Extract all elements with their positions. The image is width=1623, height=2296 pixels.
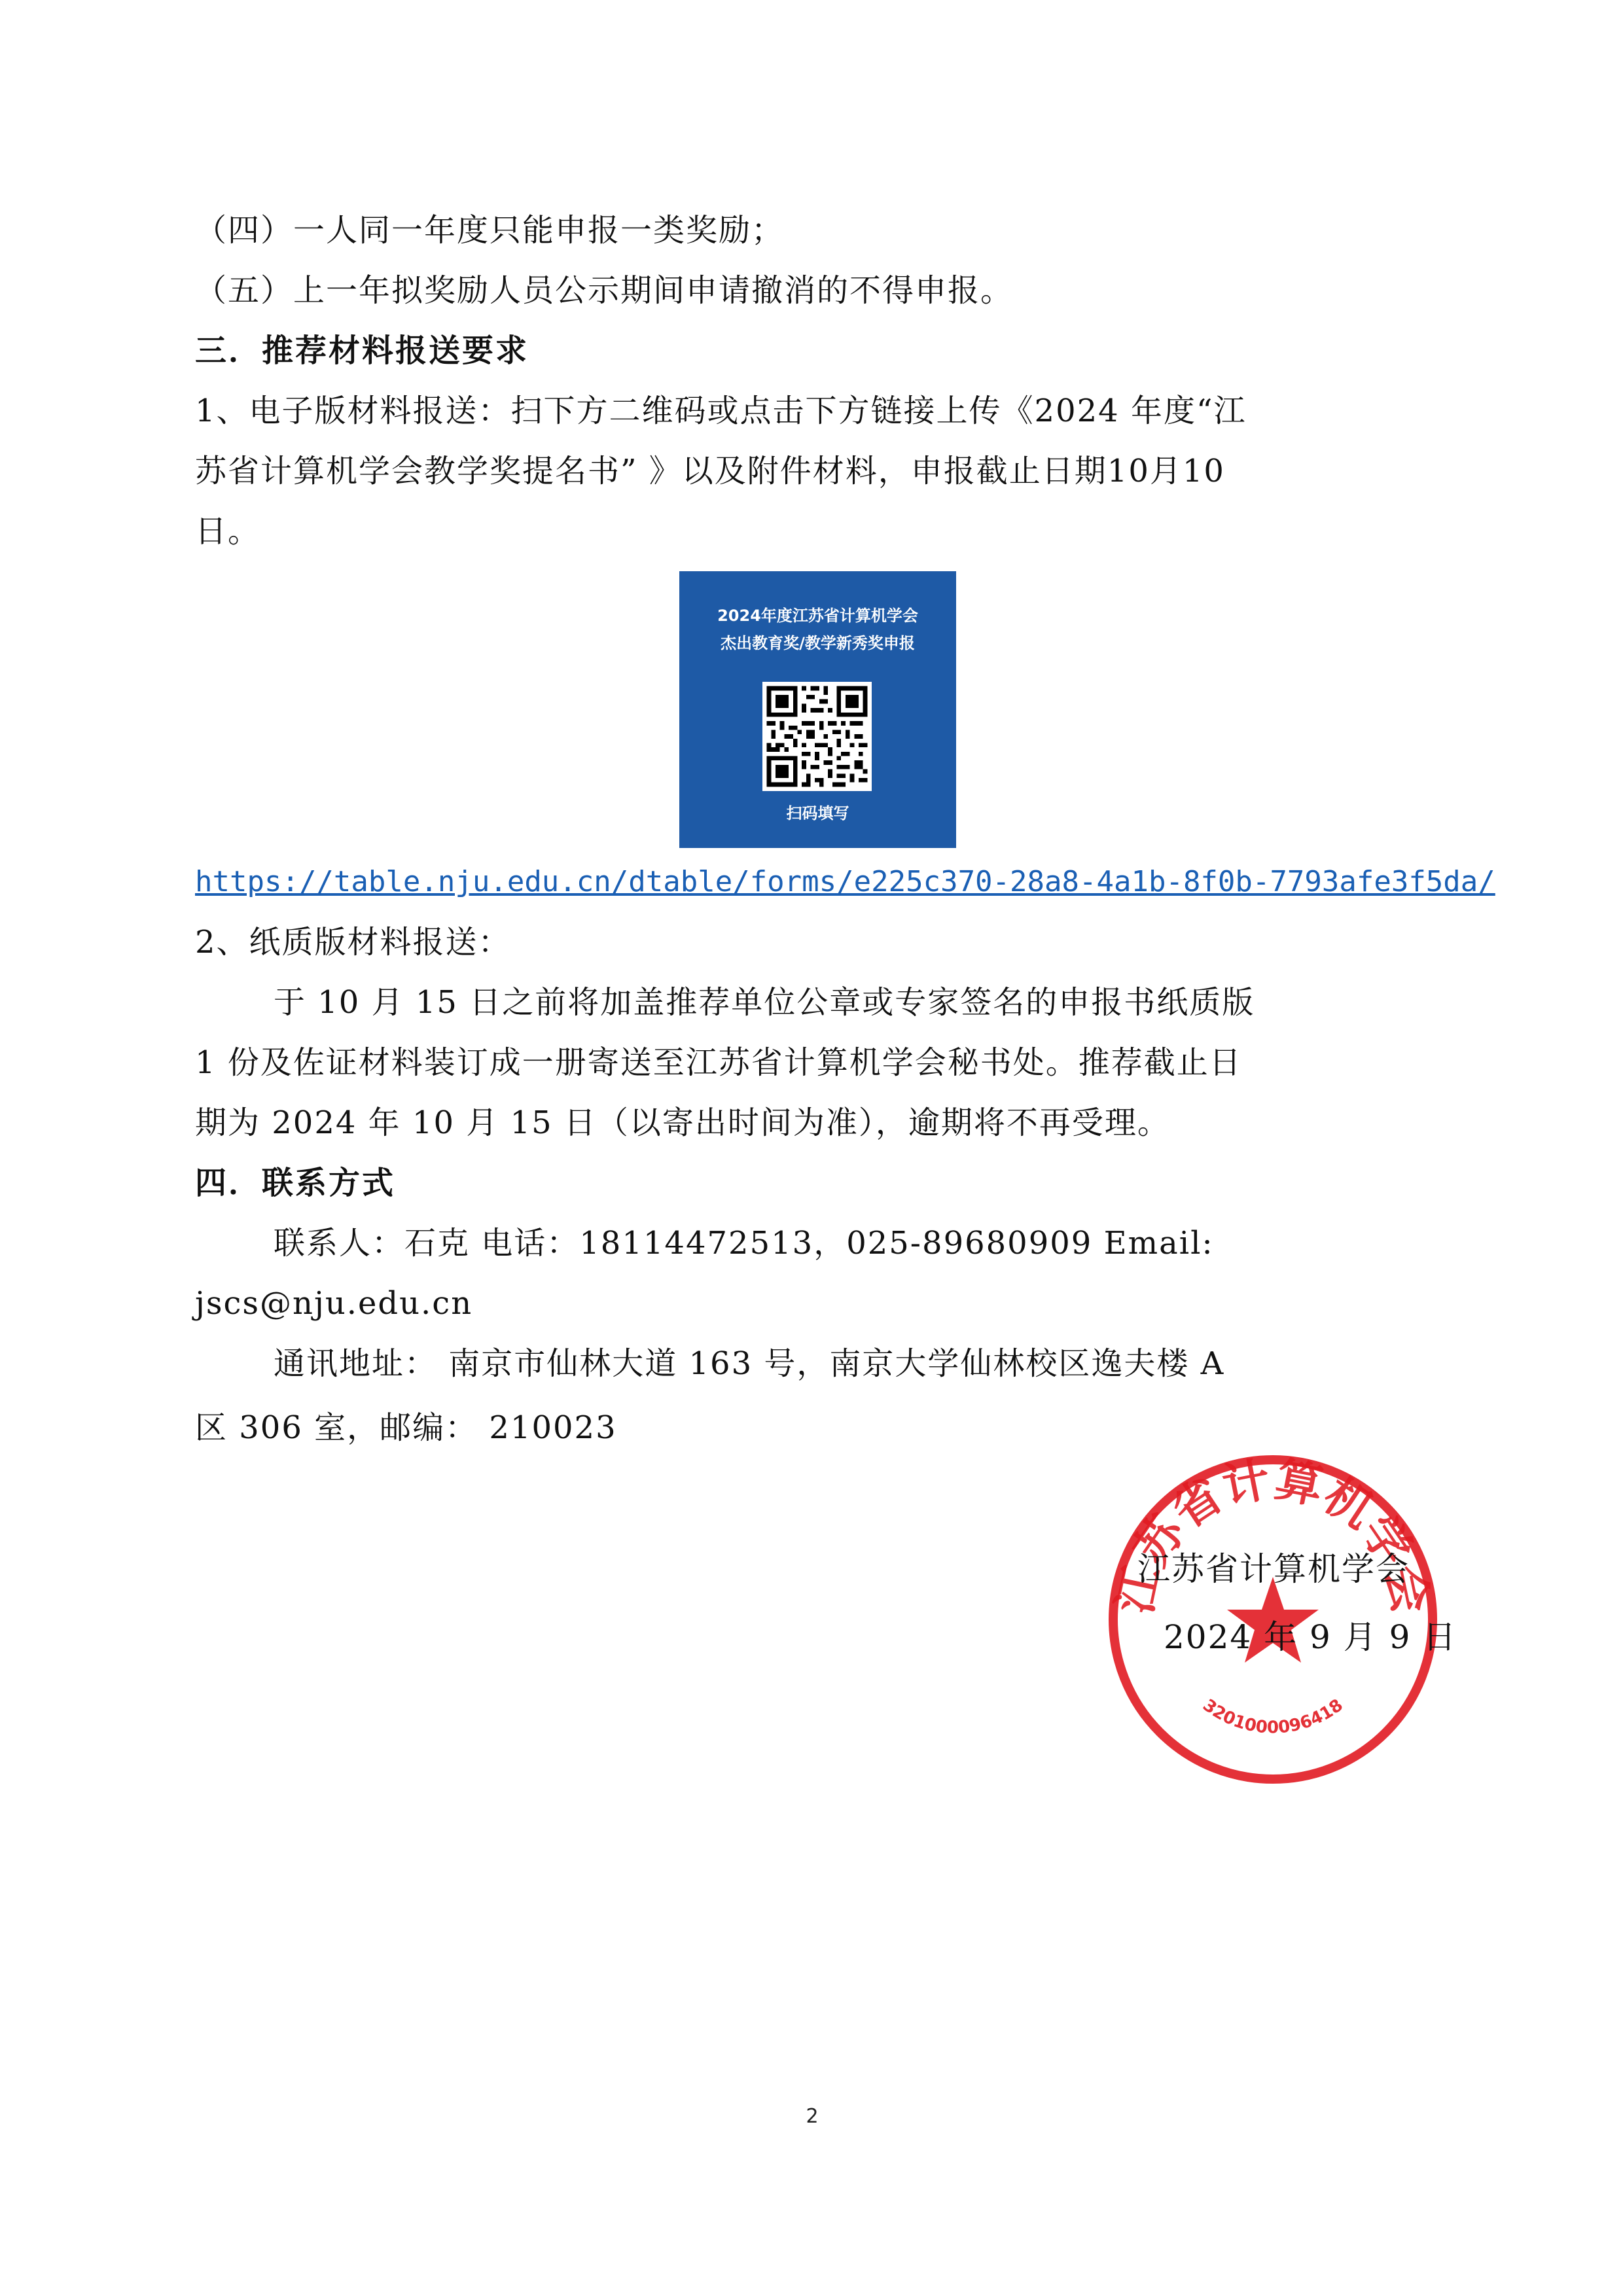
page-number: 2: [806, 2105, 819, 2128]
electronic-submission-line-1: 1、电子版材料报送：扫下方二维码或点击下方链接上传《2024 年度“江: [195, 393, 1247, 429]
electronic-submission-line-2: 苏省计算机学会教学奖提名书” 》以及附件材料，申报截止日期10月10: [195, 453, 1225, 489]
contact-email: jscs@nju.edu.cn: [195, 1285, 473, 1322]
paper-submission-line-2: 1 份及佐证材料装订成一册寄送至江苏省计算机学会秘书处。推荐截止日: [195, 1044, 1242, 1081]
requirement-item-5: （五）上一年拟奖励人员公示期间申请撤消的不得申报。: [195, 272, 1014, 309]
paper-submission-line-1: 于 10 月 15 日之前将加盖推荐单位公章或专家签名的申报书纸质版: [274, 984, 1255, 1021]
qr-code-icon[interactable]: [762, 682, 872, 791]
qr-code-card: [679, 571, 956, 848]
signature-organization: 江苏省计算机学会: [1137, 1550, 1410, 1588]
svg-text:江苏省计算机学会: 江苏省计算机学会: [1106, 1451, 1440, 1618]
submission-form-link[interactable]: https://table.nju.edu.cn/dtable/forms/e225c370-28a8-4a1b-8f0b-7793afe3f5da/: [195, 865, 1495, 898]
qr-card-title-line-1: 2024年度江苏省计算机学会: [717, 607, 918, 625]
address-line-1: 通讯地址： 南京市仙林大道 163 号，南京大学仙林校区逸夫楼 A: [274, 1345, 1225, 1382]
svg-text:3201000096418: 3201000096418: [1199, 1695, 1347, 1738]
qr-card-footer: 扫码填写: [786, 804, 849, 822]
paper-submission-heading: 2、纸质版材料报送：: [195, 924, 511, 961]
contact-line-1: 联系人：石克 电话：18114472513，025-89680909 Email:: [274, 1225, 1214, 1262]
qr-card-title-line-2: 杰出教育奖/教学新秀奖申报: [721, 634, 915, 652]
section-heading-3: 三．推荐材料报送要求: [195, 332, 529, 369]
requirement-item-4: （四）一人同一年度只能申报一类奖励；: [195, 212, 785, 249]
section-heading-4: 四．联系方式: [195, 1165, 396, 1201]
paper-submission-line-3: 期为 2024 年 10 月 15 日（以寄出时间为准），逾期将不再受理。: [195, 1104, 1170, 1141]
signature-date: 2024 年 9 月 9 日: [1164, 1618, 1457, 1656]
electronic-submission-line-3: 日。: [195, 513, 261, 550]
address-line-2: 区 306 室，邮编： 210023: [195, 1409, 617, 1446]
